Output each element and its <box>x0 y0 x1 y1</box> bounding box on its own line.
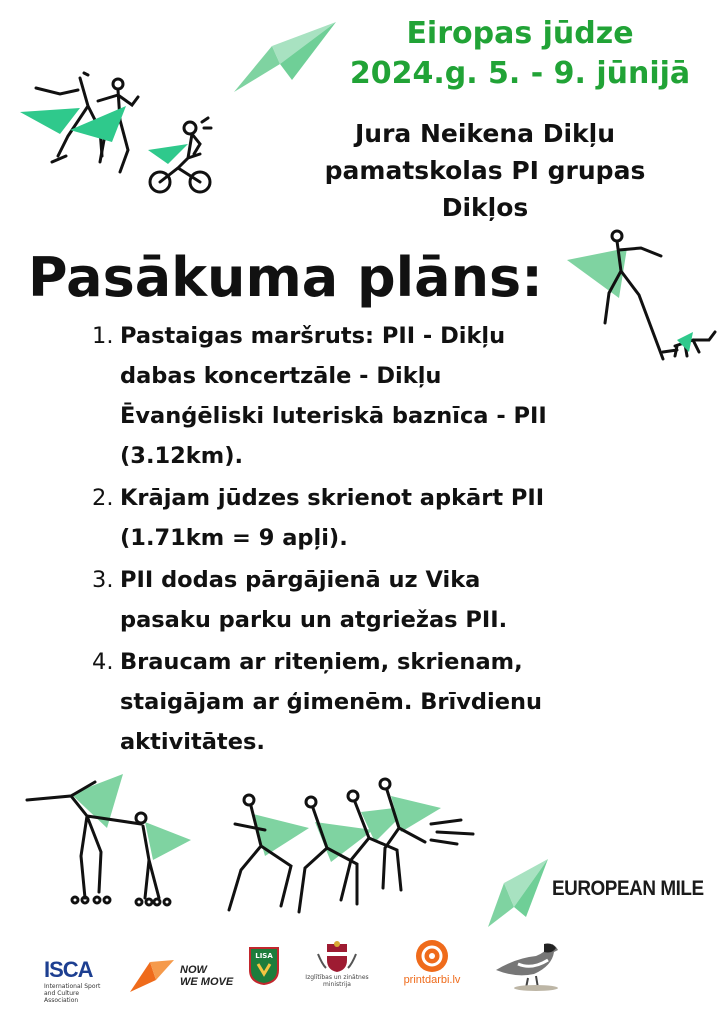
plan-item <box>82 642 662 762</box>
organizer <box>290 115 680 226</box>
now-we-move-line2: WE MOVE <box>180 976 234 988</box>
printdarbi-wordmark: printdarbi.lv <box>403 974 461 986</box>
plan-list <box>82 316 662 764</box>
isca-logo <box>44 957 104 1004</box>
plan-item-line: aktivitātes. <box>120 729 265 755</box>
plan-item-number: 1. <box>92 323 114 349</box>
lisa-shield-icon <box>248 946 280 986</box>
triangle-logo-icon <box>232 20 342 95</box>
organizer-line1: Jura Neikena Dikļu <box>354 119 616 148</box>
lisa-wordmark: LISA <box>255 952 273 960</box>
izm-line1: Izglītības un zinātnes <box>305 974 369 981</box>
now-we-move-mark-icon <box>128 958 176 994</box>
isca-subtitle: International Sport and Culture Association <box>44 983 101 1004</box>
event-title-line1: Eiropas jūdze <box>406 16 634 51</box>
plan-item <box>82 478 662 558</box>
plan-item-line: Krājam jūdzes skrienot apkārt PII <box>120 485 545 511</box>
izm-line2: ministrija <box>323 981 351 988</box>
plan-item <box>82 560 662 640</box>
wagtail-bird-icon <box>488 940 568 992</box>
runners-illustration <box>18 70 218 200</box>
printdarbi-logo <box>392 938 472 986</box>
now-we-move-line1: NOW <box>180 964 207 976</box>
lisa-logo <box>248 946 280 986</box>
plan-item-line: (1.71km = 9 apļi). <box>120 525 348 551</box>
plan-item-line: Braucam ar riteņiem, skrienam, <box>120 649 523 675</box>
skaters-illustration <box>25 770 205 910</box>
european-mile-wordmark: EUROPEAN MILE <box>552 877 704 900</box>
latvia-coat-of-arms-icon <box>302 940 372 974</box>
plan-item-line: Ēvanģēliski luteriskā baznīca - PII <box>120 403 547 429</box>
group-runners-illustration <box>225 772 485 922</box>
isca-wordmark: ISCA <box>44 957 93 982</box>
plan-item <box>82 316 662 476</box>
plan-item-line: (3.12km). <box>120 443 244 469</box>
organizer-line3: Dikļos <box>441 193 529 222</box>
page-title: Pasākuma plāns: <box>28 246 543 309</box>
european-mile-logo-icon <box>486 857 550 929</box>
organizer-line2: pamatskolas PI grupas <box>324 156 646 185</box>
plan-item-line: staigājam ar ģimenēm. Brīvdienu <box>120 689 542 715</box>
plan-item-number: 2. <box>92 485 114 511</box>
event-title <box>330 14 710 94</box>
printdarbi-mark-icon <box>414 938 450 974</box>
plan-item-line: dabas koncertzāle - Dikļu <box>120 363 442 389</box>
plan-item-line: pasaku parku un atgriežas PII. <box>120 607 508 633</box>
plan-item-number: 4. <box>92 649 114 675</box>
izm-logo <box>302 940 372 988</box>
event-dates: 2024.g. 5. - 9. jūnijā <box>349 56 691 91</box>
plan-item-line: Pastaigas maršruts: PII - Dikļu <box>120 323 506 349</box>
plan-item-line: PII dodas pārgājienā uz Vika <box>120 567 481 593</box>
plan-item-number: 3. <box>92 567 114 593</box>
